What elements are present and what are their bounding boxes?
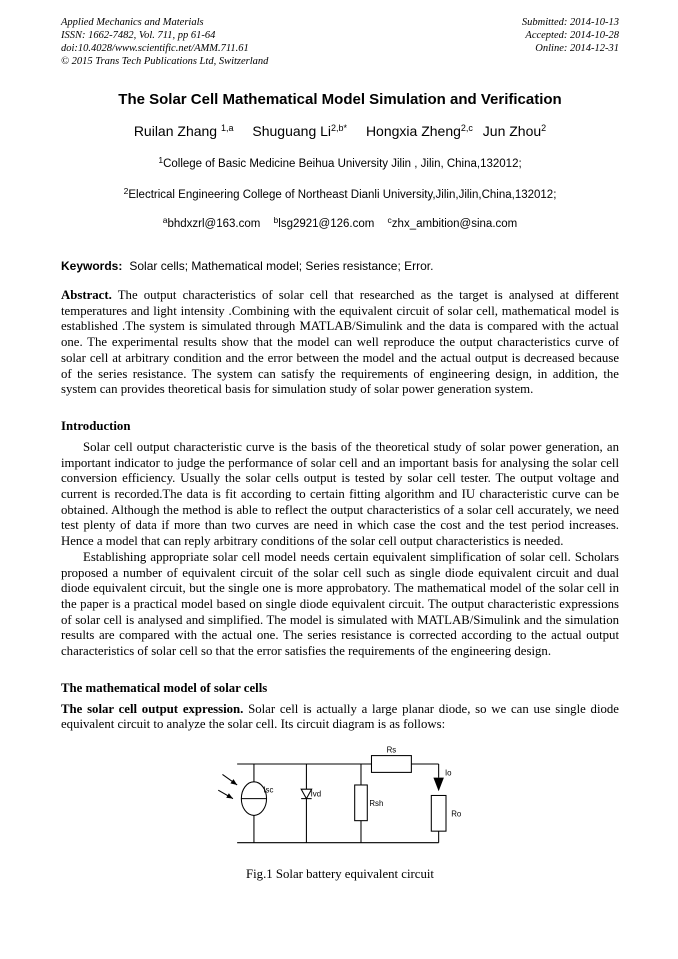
label-ro: Ro — [451, 809, 462, 819]
author-4-affil-sup: 2 — [541, 123, 547, 133]
author-4: Jun Zhou$^2$ — [482, 123, 547, 139]
submission-dates — [522, 16, 619, 68]
label-isc: Isc — [263, 785, 274, 795]
subsection-label: The solar cell output expression. — [61, 701, 244, 716]
email-c: $^c$zhx_ambition@sina.com — [387, 215, 518, 230]
journal-info — [61, 16, 268, 68]
journal-header — [61, 16, 619, 68]
author-3-affil-sup: 2,c — [460, 123, 473, 133]
submitted-date: Submitted: 2014-10-13 — [521, 17, 619, 28]
author-1-affil-sup: 1,a — [220, 123, 234, 133]
keywords-text: Solar cells; Mathematical model; Series resistance; Error. — [129, 259, 434, 273]
abstract-paragraph — [61, 288, 619, 398]
subsection-text: Solar cell is actually a large planar diode, so we can use single diode equivalent circuit to analyze the solar cell. Its circuit diagram is as follows: — [61, 701, 619, 732]
email-a: $^a$bhdxzrl@163.com — [162, 215, 261, 230]
rsh-resistor-icon — [355, 785, 368, 821]
circuit-diagram — [214, 743, 466, 854]
author-line — [61, 123, 619, 139]
introduction-paragraph-2: Establishing appropriate solar cell model needs certain equivalent simplification of solar cell. Scholars proposed a number of equivalent circuit of the solar cell such as single diode equivalent circuit and dual diode equivalent circuit, but the single one is more approbatory. The mathematical model of the solar cell in the paper is a practical model based on single diode equivalent circuit. The output characteristic expressions of solar cell is analysed and simplified. The model is simulated with MATLAB/Simulink and the simulation results are compared with the actual one. The series resistance is corrected according to the actual output characteristics of solar cell so that the error satisfies the requirements of the engineering design. — [61, 549, 619, 659]
abstract-label: Abstract. — [61, 288, 112, 302]
author-1: Ruilan Zhang $^{1,a}$ — [133, 123, 234, 139]
label-ivd: Ivd — [310, 789, 322, 799]
solar-cell-equivalent-circuit-drawing — [214, 743, 466, 849]
keywords-label: Keywords: — [61, 259, 123, 273]
label-rs: Rs — [386, 745, 397, 755]
section-heading-model: The mathematical model of solar cells — [61, 680, 268, 695]
author-2: Shuguang $Li^{2,b*}$ — [252, 123, 348, 139]
output-current-arrow-icon — [433, 778, 443, 792]
journal-doi: doi:10.4028/www.scientific.net/AMM.711.61 — [61, 43, 249, 54]
label-rsh: Rsh — [369, 799, 384, 809]
affiliation-2: $^2$Electrical Engineering College of Northeast Dianli University,Jilin,Jilin,China,132012; — [123, 186, 557, 201]
online-date: Online: 2014-12-31 — [535, 43, 619, 54]
email-b: $^b$lsg2921@126.com — [273, 215, 375, 230]
accepted-date: Accepted: 2014-10-28 — [525, 30, 619, 41]
section-heading-introduction: Introduction — [61, 418, 131, 433]
rs-resistor-icon — [371, 756, 411, 773]
affiliation-1: $^1$College of Basic Medicine Beihua University Jilin , Jilin, China,132012; — [158, 155, 522, 170]
figure-1 — [61, 743, 619, 882]
author-3: Hongxia Zheng$^{2,c}$ — [365, 123, 473, 139]
page-title: The Solar Cell Mathematical Model Simulation and Verification — [118, 91, 562, 108]
light-ray-arrows-icon — [218, 775, 237, 799]
email-line — [61, 215, 619, 230]
load-resistor-icon — [431, 796, 446, 832]
abstract-text: The output characteristics of solar cell that researched as the target is analysed at different temperatures and light intensity .Combining with the equivalent circuit of solar cell, mathematical model is established .The system is simulated through MATLAB/Simulink and the data is compared with the actual one. The experimental results show that the model can well reproduce the output characteristics curve of solar cell at arbitrary condition and the error between the model and the actual output is decreased because of the series resistance. The system can satisfy the requirements of engineering design, in addition, the system can provides theoretical basis for simulation study of solar power generation system. — [61, 288, 619, 397]
author-2-affil-sup: 2,b* — [331, 123, 348, 133]
introduction-paragraph-1: Solar cell output characteristic curve is the basis of the theoretical study of solar power generation, an important indicator to judge the performance of solar cell and an important basis for analysing the solar cell conversion efficiency. Usually the solar cells output is tested by solar cell tester. The output voltage and current is recorded.The data is fit according to certain fitting algorithm and IU characteristic curve can be obtained. Although the method is able to reflect the output characteristics of a solar cell accurately, we need test plenty of data if more than two curves are need in which case the cost and the test period increases. Hence a model that can reply arbitrary conditions of the solar cell output characteristics is needed. — [61, 439, 619, 549]
journal-issn: ISSN: 1662-7482, Vol. 711, pp 61-64 — [61, 30, 216, 41]
keywords-line — [61, 259, 619, 273]
journal-name: Applied Mechanics and Materials — [61, 17, 204, 28]
journal-copyright: © 2015 Trans Tech Publications Ltd, Switzerland — [61, 56, 269, 67]
model-subsection-paragraph — [61, 702, 619, 733]
figure-caption: Fig.1 Solar battery equivalent circuit — [246, 867, 434, 882]
label-io: Io — [444, 768, 452, 778]
light-ray-arrowhead-1 — [230, 779, 237, 785]
top-bottom-wires — [237, 764, 439, 843]
